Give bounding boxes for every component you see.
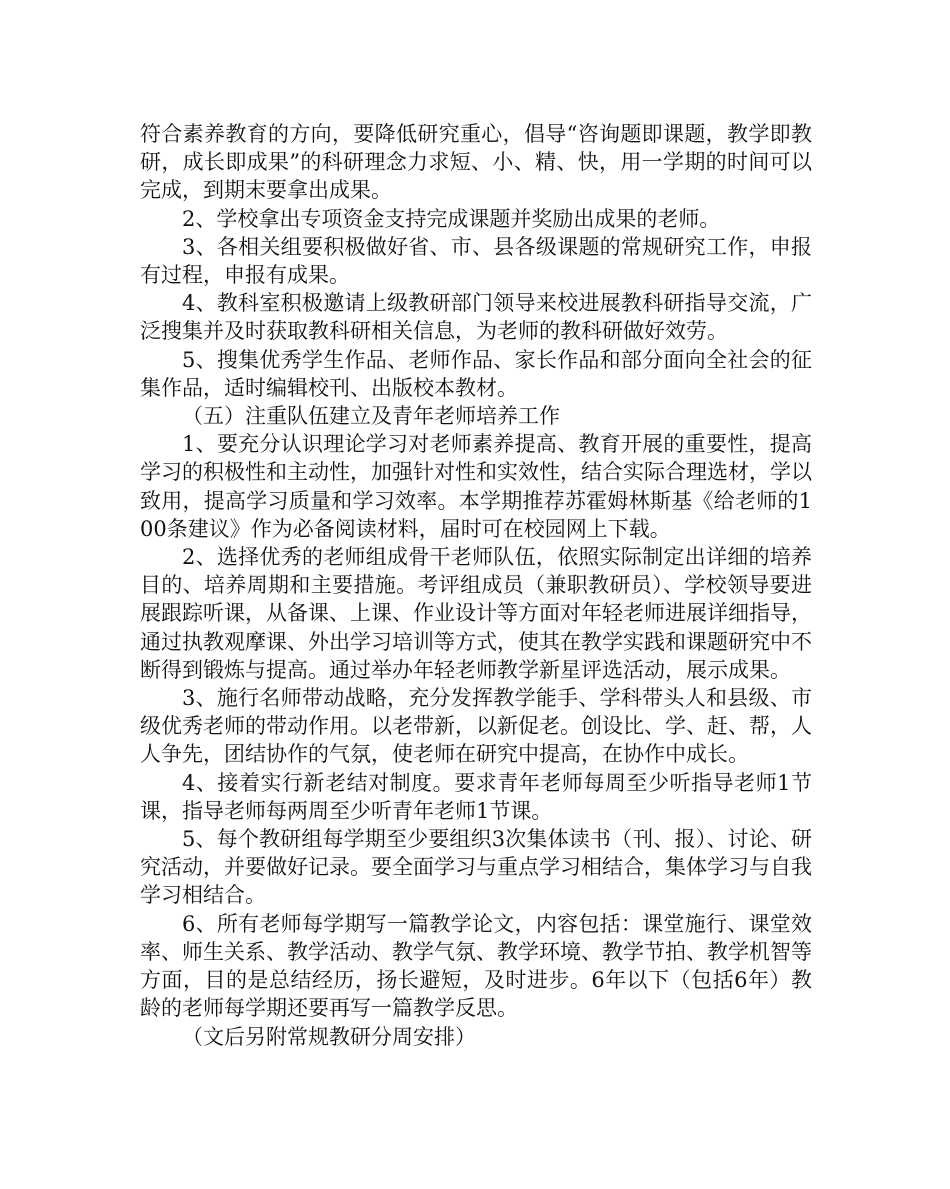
document-page	[140, 120, 812, 1051]
paragraph-team-4-mentoring: 4、接着实行新老结对制度。要求青年老师每周至少听指导老师1节课，指导老师每两周至少听青年老师1节课。	[140, 770, 812, 823]
paragraph-item-4-guidance: 4、教科室积极邀请上级教研部门领导来校进展教科研指导交流，广泛搜集并及时获取教科研相关信息，为老师的教科研做好效劳。	[140, 291, 812, 344]
paragraph-item-2-funding: 2、学校拿出专项资金支持完成课题并奖励出成果的老师。	[182, 206, 721, 231]
paragraph-team-5-reading: 5、每个教研组每学期至少要组织3次集体读书（刊、报）、讨论、研究活动，并要做好记录。要全面学习与重点学习相结合，集体学习与自我学习相结合。	[140, 827, 812, 908]
paragraph-team-1-study: 1、要充分认识理论学习对老师素养提高、教育开展的重要性，提高学习的积极性和主动性，加强针对性和实效性，结合实际合理选材，学以致用，提高学习质量和学习效率。本学期推荐苏霍姆林斯基《给老师的100条建议》作为必备阅读材料，届时可在校园网上下载。	[140, 432, 812, 541]
paragraph-team-3-famous-teacher: 3、施行名师带动战略，充分发挥教学能手、学科带头人和县级、市级优秀老师的带动作用。以老带新，以新促老。创设比、学、赶、帮，人人争先，团结协作的气氛，使老师在研究中提高，在协作中成长。	[140, 686, 812, 767]
paragraph-team-6-papers: 6、所有老师每学期写一篇教学论文，内容包括：课堂施行、课堂效率、师生关系、教学活动、教学气氛、教学环境、教学节拍、教学机智等方面，目的是总结经历，扬长避短，及时进步。6年以下（包括6年）教龄的老师每学期还要再写一篇教学反思。	[140, 911, 812, 1021]
section-heading-five: （五）注重队伍建立及青年老师培养工作	[182, 404, 560, 429]
appendix-note: （文后另附常规教研分周安排）	[182, 1024, 476, 1049]
paragraph-continuation: 符合素养教育的方向，要降低研究重心，倡导“咨询题即课题，教学即教研，成长即成果”的科研理念力求短、小、精、快，用一学期的时间可以完成，到期末要拿出成果。	[140, 122, 812, 203]
paragraph-item-3-research: 3、各相关组要积极做好省、市、县各级课题的常规研究工作，申报有过程，申报有成果。	[140, 234, 812, 288]
paragraph-team-2-backbone: 2、选择优秀的老师组成骨干老师队伍，依照实际制定出详细的培养目的、培养周期和主要措施。考评组成员（兼职教研员）、学校领导要进展跟踪听课，从备课、上课、作业设计等方面对年轻老师进展详细指导，通过执教观摩课、外出学习培训等方式，使其在教学实践和课题研究中不断得到锻炼与提高。通过举办年轻老师教学新星评选活动，展示成果。	[140, 545, 812, 682]
paragraph-item-5-collection: 5、搜集优秀学生作品、老师作品、家长作品和部分面向全社会的征集作品，适时编辑校刊、出版校本教材。	[140, 347, 812, 400]
